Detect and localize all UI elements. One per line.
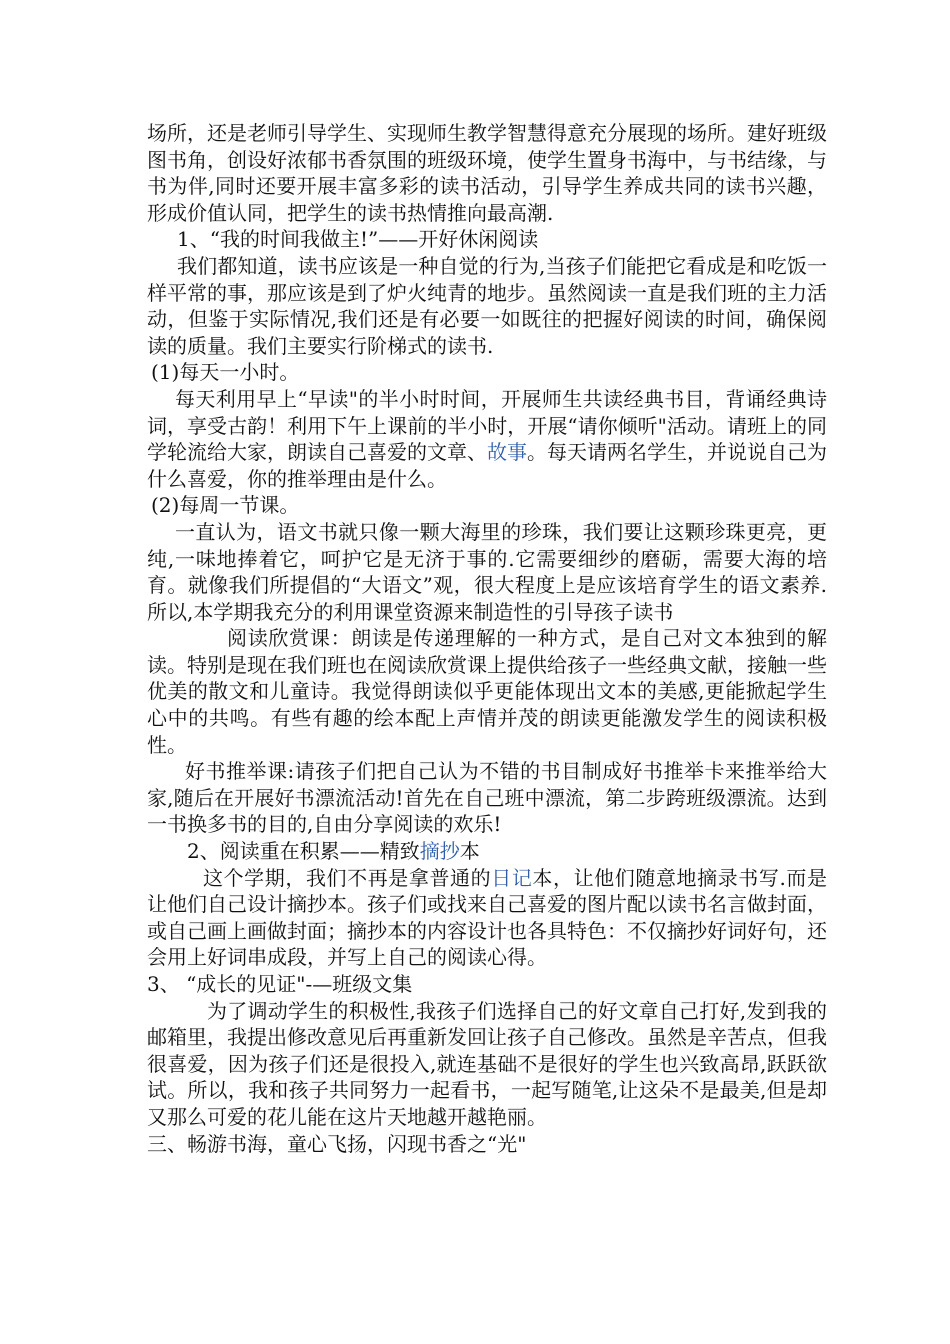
- excerpt-link[interactable]: 摘抄: [419, 839, 460, 864]
- heading-class-anthology: [147, 971, 827, 998]
- heading-text-after: 本: [459, 839, 480, 864]
- heading-section-three: [147, 1131, 827, 1158]
- paragraph-text: 场所，还是老师引导学生、实现师生教学智慧得意充分展现的场所。建好班级图书角，创设好浓郁书香氛围的班级环境，使学生置身书海中，与书结缘，与书为伴,同时还要开展丰富多彩的读书活动，引导学生养成共同的读书兴趣，形成价值认同，把学生的读书热情推向最高潮.: [147, 121, 827, 225]
- paragraph-text-after: 。每天请两名学生，并说说自己为什么喜爱，你的推举理由是什么。: [147, 440, 827, 491]
- subheading-daily-hour: [147, 359, 827, 386]
- subheading-text: (2)每周一节课。: [151, 493, 300, 518]
- subheading-weekly-lesson: [147, 492, 827, 519]
- paragraph-text: 我们都知道，读书应该是一种自觉的行为,当孩子们能把它看成是和吃饭一样平常的事，那应该是到了炉火纯青的地步。虽然阅读一直是我们班的主力活动，但鉴于实际情况,我们还是有必要一如既往的把握好阅读的时间，确保阅读的质量。我们主要实行阶梯式的读书.: [147, 253, 827, 358]
- paragraph-reading-habit: [147, 253, 827, 359]
- paragraph-book-recommendation: [147, 758, 827, 838]
- paragraph-text: 每天利用早上“早读"的半小时时间，开展师生共读经典书目，背诵经典诗词，享受古韵！利用下午上课前的半小时，开展“请你倾听"活动。请班上的同学轮流给大家，朗读自己喜爱的文章、: [147, 386, 827, 465]
- document-body: [147, 120, 827, 1157]
- paragraph-text: 这个学期，我们不再是拿普通的: [203, 865, 492, 890]
- paragraph-text-after: 本，让他们随意地摘录书写.而是让他们自己设计摘抄本。孩子们或找来自己喜爱的图片配以读书名言做封面，或自己画上画做封面；摘抄本的内容设计也各具特色：不仅摘抄好词好句，还会用上好词串成段，并写上自己的阅读心得。: [147, 865, 828, 970]
- paragraph-text: 阅读欣赏课：朗读是传递理解的一种方式，是自己对文本独到的解读。特别是现在我们班也在阅读欣赏课上提供给孩子一些经典文献，接触一些优美的散文和儿童诗。我觉得朗读似乎更能体现出文本的美感,更能掀起学生心中的共鸣。有些有趣的绘本配上声情并茂的朗读更能激发学生的阅读积极性。: [147, 626, 827, 757]
- story-link[interactable]: 故事: [487, 440, 527, 465]
- heading-text: 三、畅游书海，童心飞扬，闪现书香之“光": [147, 1131, 527, 1156]
- diary-link[interactable]: 日记: [491, 865, 533, 890]
- heading-excerpt-book: [147, 838, 827, 865]
- paragraph-class-anthology: [147, 998, 827, 1131]
- heading-text: 2、阅读重在积累——精致: [187, 839, 420, 864]
- heading-leisure-reading: [147, 226, 827, 253]
- paragraph-excerpt-design: [147, 865, 827, 971]
- paragraph-reading-corner: [147, 120, 827, 226]
- heading-text: 3、 “成长的见证"-—班级文集: [147, 972, 413, 996]
- heading-text: 1、“我的时间我做主!”——开好休闲阅读: [177, 227, 539, 252]
- paragraph-text: 一直认为，语文书就只像一颗大海里的珍珠，我们要让这颗珍珠更亮，更纯,一味地捧着它，呵护它是无济于事的.它需要细纱的磨砺，需要大海的培育。就像我们所提倡的“大语文”观，很大程度上是应该培育学生的语文素养.所以,本学期我充分的利用课堂资源来制造性的引导孩子读书: [147, 519, 827, 624]
- paragraph-reading-appreciation: [147, 625, 827, 758]
- paragraph-text: 好书推举课:请孩子们把自己认为不错的书目制成好书推举卡来推举给大家,随后在开展好书漂流活动!首先在自己班中漂流，第二步跨班级漂流。达到一书换多书的目的,自由分享阅读的欢乐!: [147, 759, 827, 837]
- paragraph-pearl-metaphor: [147, 519, 827, 625]
- subheading-text: (1)每天一小时。: [151, 360, 300, 385]
- paragraph-text: 为了调动学生的积极性,我孩子们选择自己的好文章自己打好,发到我的邮箱里，我提出修改意见后再重新发回让孩子自己修改。虽然是辛苦点，但我很喜爱，因为孩子们还是很投入,就连基础不是很好的学生也兴致高昂,跃跃欲试。所以，我和孩子共同努力一起看书，一起写随笔,让这朵不是最美,但是却又那么可爱的花儿能在这片天地越开越艳丽。: [147, 998, 827, 1129]
- paragraph-daily-reading: [147, 386, 827, 492]
